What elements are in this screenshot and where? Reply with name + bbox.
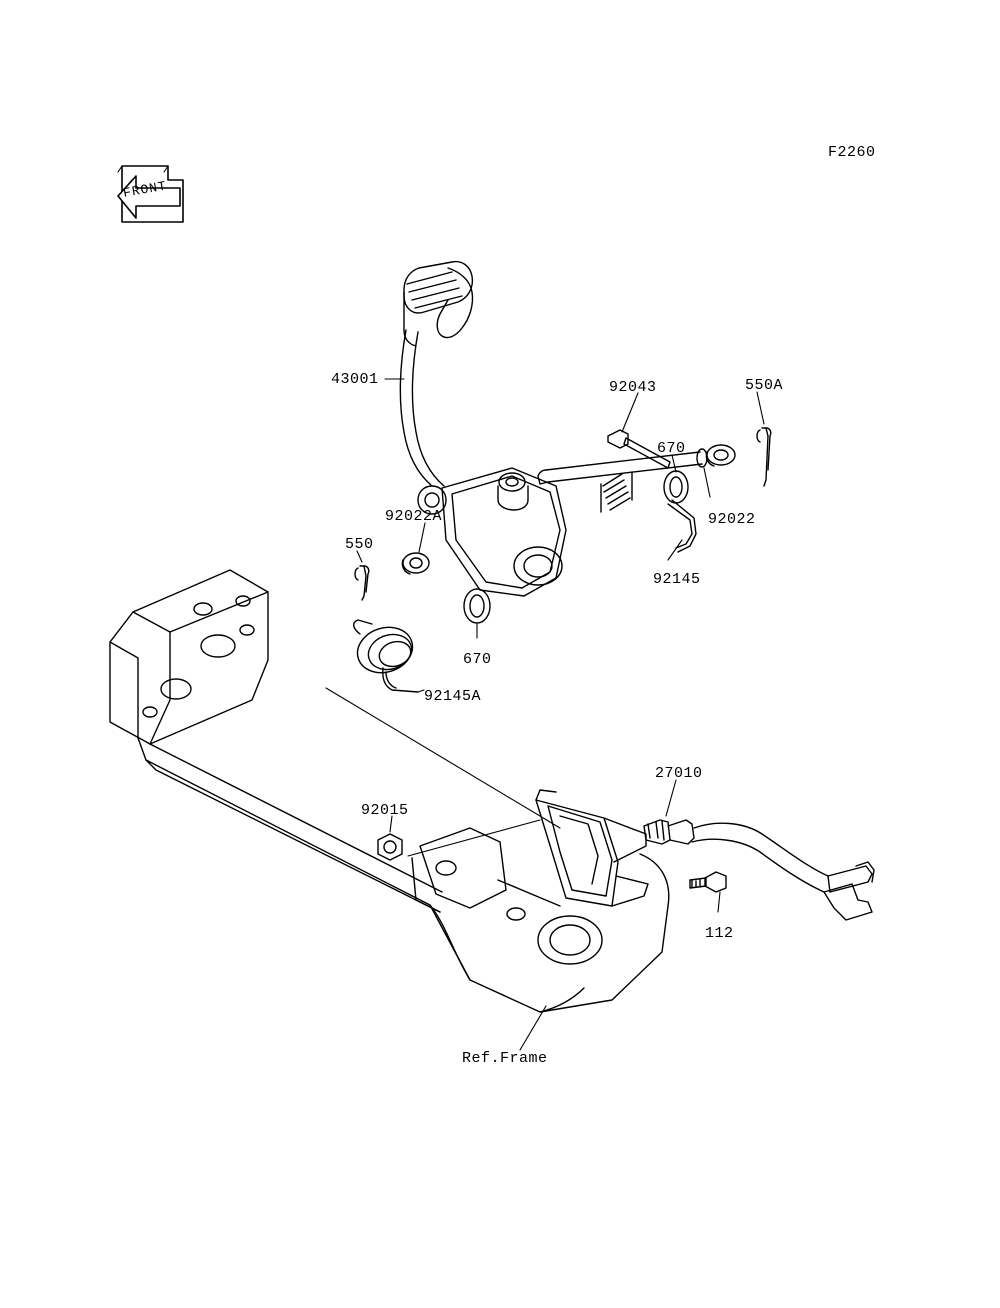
part-label-550A: 550A: [745, 377, 784, 394]
brake-pedal-part: [400, 262, 566, 596]
front-marker-label: FRONT: [122, 178, 168, 201]
part-label-92015: 92015: [361, 802, 409, 819]
spring-92043: [601, 472, 632, 512]
washer-550a-group: [706, 428, 770, 486]
nut-92015: [378, 834, 402, 860]
part-label-112: 112: [705, 925, 734, 942]
rod-92145: [668, 500, 696, 552]
part-label-92043: 92043: [609, 379, 657, 396]
frame-reference: [138, 738, 669, 1012]
reference-note: Ref.Frame: [462, 1050, 548, 1067]
part-label-550: 550: [345, 536, 374, 553]
brake-light-switch-27010: [644, 820, 874, 920]
part-label-670-top: 670: [657, 440, 686, 457]
part-label-92022A: 92022A: [385, 508, 443, 525]
torsion-spring-92145a: [352, 620, 419, 692]
o-ring-670-top: [664, 471, 688, 503]
part-label-92145A: 92145A: [424, 688, 482, 705]
part-label-92022: 92022: [708, 511, 756, 528]
frame-bracket: [110, 570, 268, 744]
o-ring-670-mid: [464, 589, 490, 623]
part-label-43001: 43001: [331, 371, 379, 388]
part-label-27010: 27010: [655, 765, 703, 782]
bolt-112: [690, 872, 726, 892]
figure-code: F2260: [828, 144, 876, 161]
leader-lines: [326, 379, 764, 1050]
switch-bracket: [536, 790, 648, 906]
part-label-92145: 92145: [653, 571, 701, 588]
washer-92022a-group: [355, 553, 429, 600]
part-label-670-mid: 670: [463, 651, 492, 668]
